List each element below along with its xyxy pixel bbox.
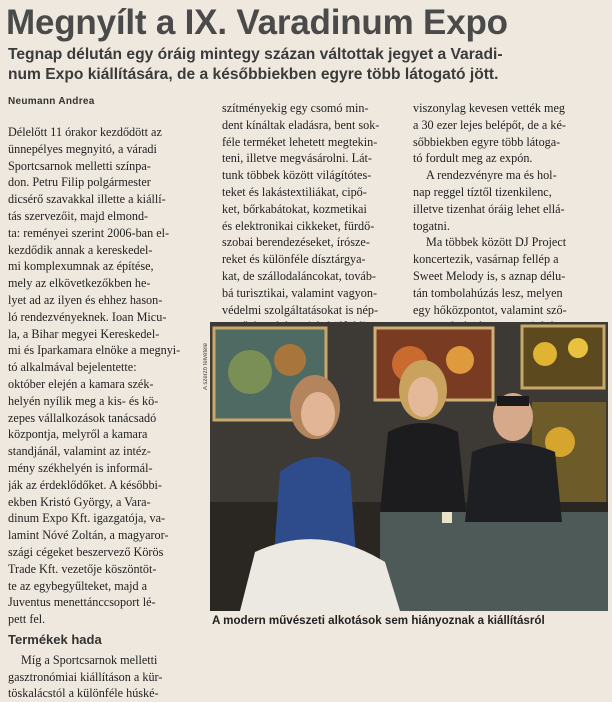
text-line: teni, illetve megvásárolni. Lát- bbox=[222, 151, 372, 166]
text-line: töskalácstól a különféle húské- bbox=[8, 686, 159, 701]
text-line: don. Petru Filip polgármester bbox=[8, 175, 151, 190]
text-line: togatni. bbox=[413, 218, 450, 233]
text-line: szítményekig egy csomó min- bbox=[222, 101, 369, 115]
text-line: ják az érdeklődőket. A későbbi- bbox=[8, 477, 162, 492]
text-line: dent kínáltak eladásra, bent sok- bbox=[222, 117, 380, 132]
text-line: illetve tizenhat óráig lehet ellá- bbox=[413, 201, 565, 216]
text-line: Délelőtt 11 órakor kezdődött az bbox=[8, 125, 162, 139]
text-line: Sweet Melody is, s aznap délu- bbox=[413, 268, 566, 283]
text-line: szági cégeket beszervező Körös bbox=[8, 544, 164, 559]
text-line: te az egybegyűlteket, majd a bbox=[8, 578, 148, 593]
text-line: Míg a Sportcsarnok melletti bbox=[21, 652, 158, 667]
text-line: dinum Expo Kft. igazgatója, va- bbox=[8, 511, 166, 526]
text-line: ünnepélyes megnyitó, a váradi bbox=[8, 141, 157, 156]
text-line: standjánál, valamint az intéz- bbox=[8, 444, 151, 459]
text-line: teket és lakástextiliákat, cipő- bbox=[222, 184, 367, 199]
text-line: kat, de szállodaláncokat, továb- bbox=[222, 268, 376, 283]
text-line: Juventus menettánccsoport lé- bbox=[8, 595, 156, 610]
text-line: védelmi szolgáltatásokat is nép- bbox=[222, 302, 379, 317]
text-line: nap reggel tíztől tizenkilenc, bbox=[413, 184, 552, 199]
photo-caption: A modern művészeti alkotások sem hiányoznak a kiállításról bbox=[212, 614, 545, 627]
text-line: gasztronómiai kiállításon a kür- bbox=[8, 669, 163, 684]
text-line: Trade Kft. vezetője köszöntöt- bbox=[8, 561, 157, 576]
text-line: ekben Kristó György, a Vara- bbox=[8, 494, 151, 509]
text-line: központja, melyről a kamara bbox=[8, 427, 148, 442]
text-line: dicsérő szavakkal illette a kiállí- bbox=[8, 192, 166, 207]
subheading: Termékek hada bbox=[8, 631, 102, 647]
text-line: ta: reményei szerint 2006-ban el- bbox=[8, 225, 170, 240]
text-line: Ma többek között DJ Project bbox=[426, 235, 567, 250]
text-line: mi és Iparkamara elnöke a megnyi- bbox=[8, 343, 181, 358]
text-line: la, a Bihar megyei Kereskedel- bbox=[8, 326, 160, 341]
text-line: és elektronikai cikkeket, fürdő- bbox=[222, 218, 375, 233]
text-line: reket és különféle dísztárgya- bbox=[222, 252, 366, 267]
text-line: mény székhelyén is informál- bbox=[8, 460, 153, 475]
text-line: sőbbiekben egyre több látoga- bbox=[413, 134, 561, 149]
article-column-2 bbox=[222, 100, 406, 352]
byline: Neumann Andrea bbox=[8, 96, 95, 107]
text-line: ket, bőrkabátokat, kozmetikai bbox=[222, 201, 367, 216]
text-line: október elején a kamara szék- bbox=[8, 376, 154, 391]
text-line: helyén nyílik meg a kis- és kö- bbox=[8, 393, 159, 408]
text-line: tán tombolahúzás lesz, melyen bbox=[413, 285, 563, 300]
lead-line: num Expo kiállítására, de a későbbiekben egyre több látogató jött. bbox=[8, 66, 499, 83]
photo-illustration bbox=[210, 322, 608, 611]
article-column-1 bbox=[8, 124, 204, 702]
lead-paragraph bbox=[8, 45, 606, 85]
text-line: kezdődik annak a kereskedel- bbox=[8, 242, 153, 257]
text-line: mi komplexumnak az építése, bbox=[8, 259, 154, 274]
article-column-3 bbox=[413, 100, 607, 352]
photo-credit: A szerző felvétele bbox=[203, 342, 209, 390]
text-line: tó alkalmával bejelentette: bbox=[8, 360, 137, 375]
lead-line: Tegnap délután egy óráig mintegy százan váltottak jegyet a Varadi- bbox=[8, 46, 503, 63]
text-line: Sportcsarnok melletti színpa- bbox=[8, 158, 151, 173]
text-line: szobai berendezéseket, írósze- bbox=[222, 235, 370, 250]
text-line: bá turisztikai, valamint vagyon- bbox=[222, 285, 378, 300]
text-line: viszonylag kevesen vették meg bbox=[413, 101, 565, 115]
headline: Megnyílt a IX. Varadinum Expo bbox=[6, 3, 508, 42]
text-line: tás szervezőit, majd elmond- bbox=[8, 208, 149, 223]
text-line: tunk többek között világítótes- bbox=[222, 168, 372, 183]
text-line: mely az elkövetkezőkben he- bbox=[8, 276, 151, 291]
text-line: pett fel. bbox=[8, 612, 46, 627]
text-line: lyet ad az ilyen és ehhez hason- bbox=[8, 292, 163, 307]
text-line: a 30 ezer lejes belépőt, de a ké- bbox=[413, 117, 566, 132]
event-photo bbox=[210, 322, 608, 611]
text-line: ló rendezvényeknek. Ioan Micu- bbox=[8, 309, 167, 324]
text-line: A rendezvényre ma és hol- bbox=[426, 168, 557, 183]
text-line: féle terméket lehetett megtekin- bbox=[222, 134, 378, 149]
text-line: egy hőközpontot, valamint sző- bbox=[413, 302, 567, 317]
text-line: zepes vállalkozások tanácsadó bbox=[8, 410, 157, 425]
text-line: tó fordult meg az expón. bbox=[413, 151, 533, 166]
text-line: lamint Nóvé Zoltán, a magyaror- bbox=[8, 528, 169, 543]
text-line: koncertezik, vasárnap fellép a bbox=[413, 252, 559, 267]
